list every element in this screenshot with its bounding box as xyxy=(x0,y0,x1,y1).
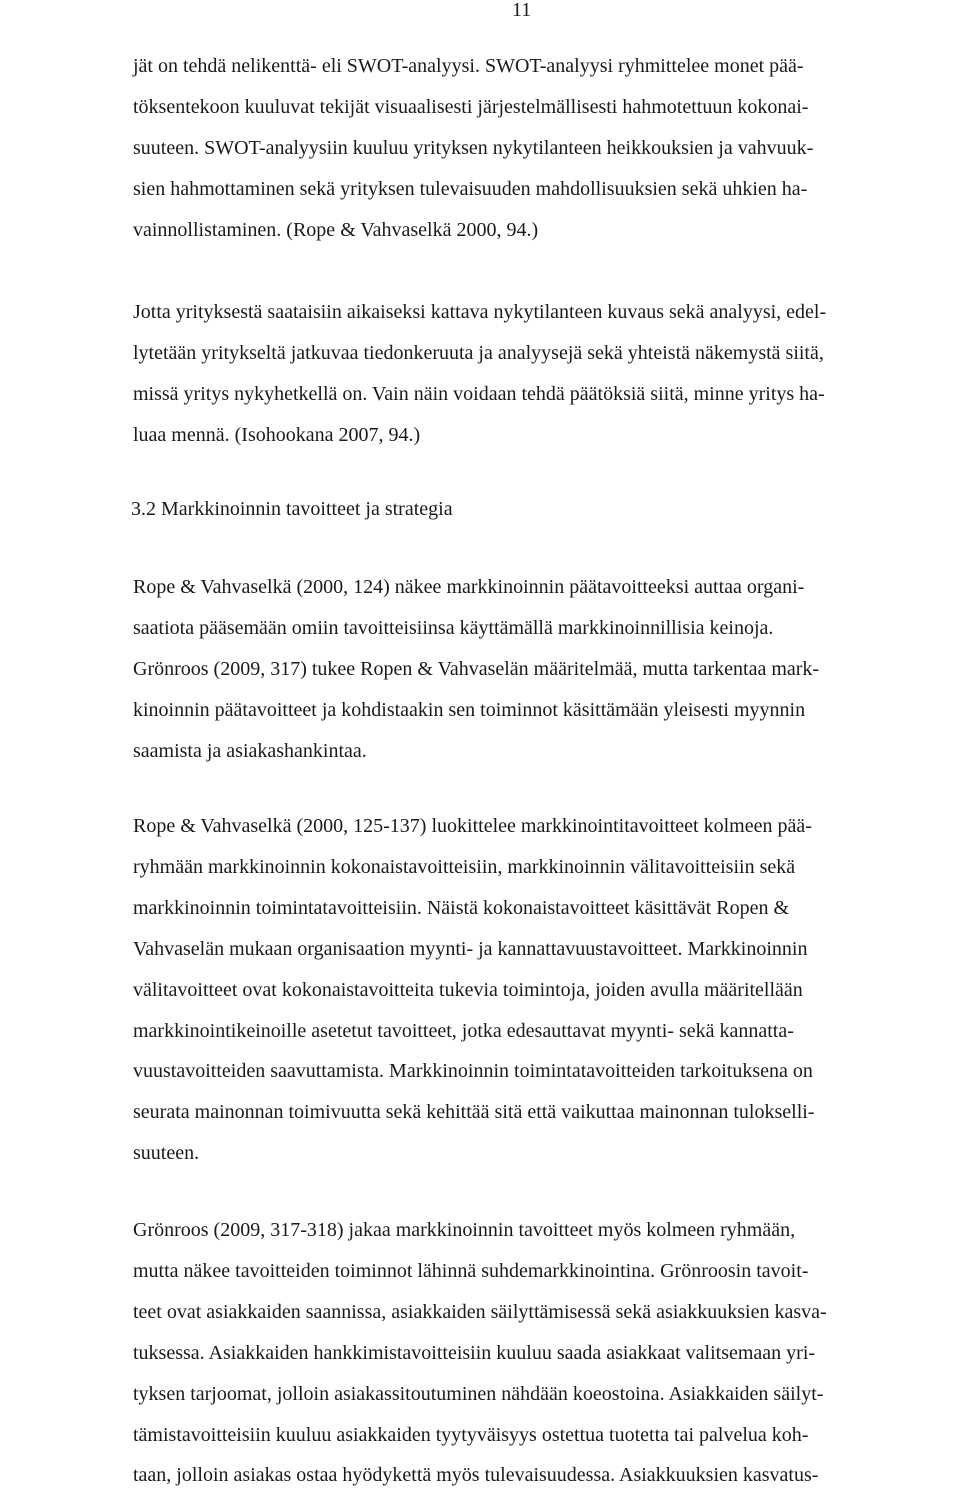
text-line: tyksen tarjoomat, jolloin asiakassitoutuminen nähdään koeostoina. Asiakkaiden säilyt- xyxy=(133,1382,824,1405)
text-line: markkinoinnin toimintatavoitteisiin. Näistä kokonaistavoitteet käsittävät Ropen & xyxy=(133,896,789,919)
paragraph-goal-classification xyxy=(133,806,814,1174)
section-heading: 3.2 Markkinoinnin tavoitteet ja strategia xyxy=(131,498,453,520)
paragraph-current-state xyxy=(133,292,826,456)
text-line: Vahvaselän mukaan organisaation myynti- ja kannattavuustavoitteet. Markkinoinnin xyxy=(133,937,808,960)
text-line: tämistavoitteisiin kuuluu asiakkaiden tyytyväisyys ostettua tuotetta tai palvelua koh- xyxy=(133,1423,809,1446)
text-line: suuteen. xyxy=(133,1142,200,1165)
text-line: suuteen. SWOT-analyysiin kuuluu yrityksen nykytilanteen heikkouksien ja vahvuuk- xyxy=(133,136,814,159)
text-line: kinoinnin päätavoitteet ja kohdistaakin sen toiminnot käsittämään yleisesti myynnin xyxy=(133,698,806,721)
text-line: Rope & Vahvaselkä (2000, 124) näkee markkinoinnin päätavoitteeksi auttaa organi- xyxy=(133,576,805,598)
text-line: lytetään yritykseltä jatkuvaa tiedonkeruuta ja analyysejä sekä yhteistä näkemystä siitä, xyxy=(133,341,824,364)
paragraph-swot xyxy=(133,46,813,251)
text-line: mutta näkee tavoitteiden toiminnot lähinnä suhdemarkkinointina. Grönroosin tavoit- xyxy=(133,1259,809,1282)
text-line: sien hahmottaminen sekä yrityksen tulevaisuuden mahdollisuuksien sekä uhkien ha- xyxy=(133,177,808,200)
text-line: vainnollistaminen. (Rope & Vahvaselkä 2000, 94.) xyxy=(133,218,539,241)
text-line: Jotta yrityksestä saataisiin aikaiseksi kattava nykytilanteen kuvaus sekä analyysi, edel- xyxy=(133,301,827,323)
text-line: saamista ja asiakashankintaa. xyxy=(133,739,367,762)
text-line: markkinointikeinoille asetetut tavoitteet, jotka edesauttavat myynti- sekä kannatta- xyxy=(133,1019,794,1042)
text-line: luaa mennä. (Isohookana 2007, 94.) xyxy=(133,423,421,446)
text-line: vuustavoitteiden saavuttamista. Markkinoinnin toimintatavoitteiden tarkoituksena on xyxy=(133,1060,813,1083)
text-line: seurata mainonnan toimivuutta sekä kehittää sitä että vaikuttaa mainonnan tulokselli- xyxy=(133,1101,815,1124)
page-number: 11 xyxy=(512,0,532,21)
paragraph-main-goals xyxy=(133,567,819,772)
text-line: taan, jolloin asiakas ostaa hyödykettä myös tulevaisuudessa. Asiakkuuksien kasvatus- xyxy=(133,1464,819,1487)
text-line: Grönroos (2009, 317) tukee Ropen & Vahvaselän määritelmää, mutta tarkentaa mark- xyxy=(133,657,820,680)
text-line: jät on tehdä nelikenttä- eli SWOT-analyysi. SWOT-analyysi ryhmittelee monet pää- xyxy=(133,55,804,77)
text-line: Grönroos (2009, 317-318) jakaa markkinoinnin tavoitteet myös kolmeen ryhmään, xyxy=(133,1219,796,1241)
text-line: töksentekoon kuuluvat tekijät visuaalisesti järjestelmällisesti hahmotettuun kokonai- xyxy=(133,95,809,118)
text-line: Rope & Vahvaselkä (2000, 125-137) luokittelee markkinointitavoitteet kolmeen pää- xyxy=(133,815,812,837)
text-line: ryhmään markkinoinnin kokonaistavoitteisiin, markkinoinnin välitavoitteisiin sekä xyxy=(133,855,796,878)
text-line: saatiota pääsemään omiin tavoitteisiinsa käyttämällä markkinoinnillisia keinoja. xyxy=(133,616,774,639)
text-line: teet ovat asiakkaiden saannissa, asiakkaiden säilyttämisessä sekä asiakkuuksien kasva- xyxy=(133,1300,827,1323)
paragraph-gronroos-goals xyxy=(133,1210,827,1496)
text-line: tuksessa. Asiakkaiden hankkimistavoitteisiin kuuluu saada asiakkaat valitsemaan yri- xyxy=(133,1341,816,1364)
text-line: välitavoitteet ovat kokonaistavoitteita tukevia toimintoja, joiden avulla määritellään xyxy=(133,978,803,1001)
text-line: missä yritys nykyhetkellä on. Vain näin voidaan tehdä päätöksiä siitä, minne yritys ha- xyxy=(133,382,825,405)
